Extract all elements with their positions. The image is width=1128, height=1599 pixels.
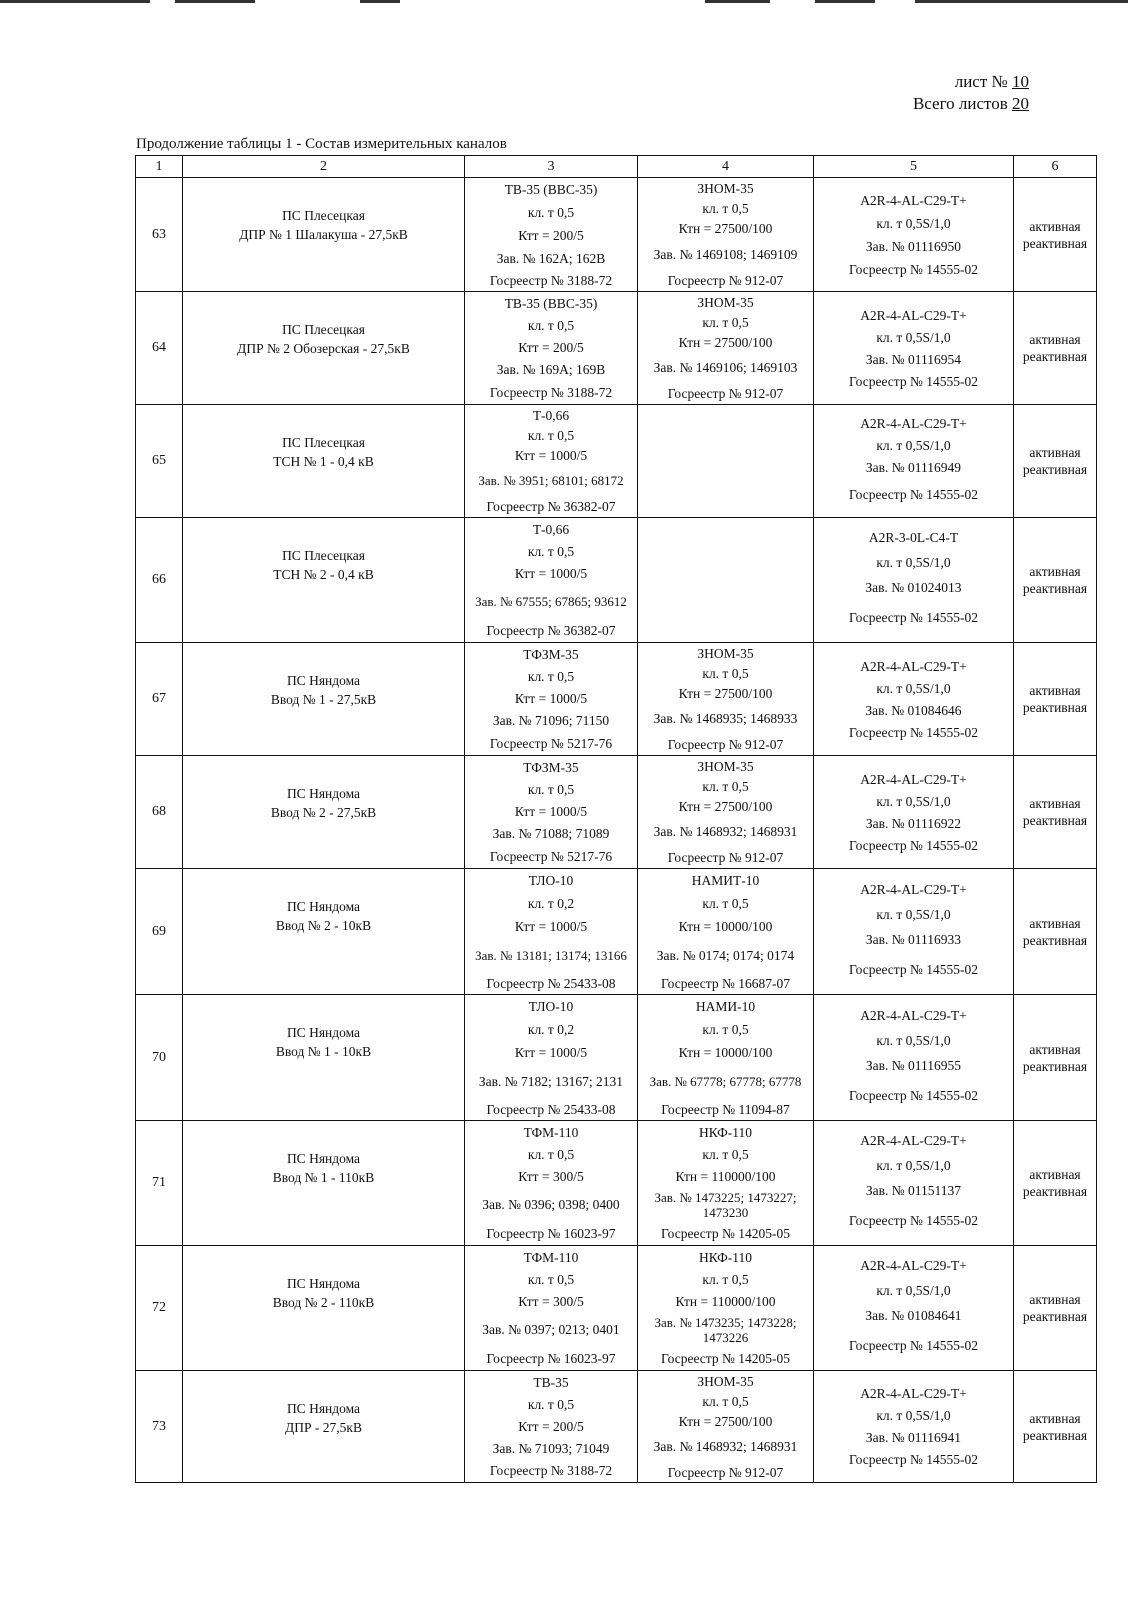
meter-line: A2R-4-AL-C29-T+	[860, 307, 967, 323]
ct-line: кл. т 0,5	[527, 317, 575, 333]
substation-cell	[183, 518, 465, 643]
substation-line: Ввод № 2 - 10кВ	[275, 918, 372, 933]
measure-cell	[1014, 1121, 1097, 1246]
table-row	[136, 756, 1097, 869]
vt-line	[640, 471, 811, 493]
substation-cell	[183, 405, 465, 518]
meter-line: Зав. № 01116949	[865, 460, 962, 475]
measure-line: активная	[1029, 683, 1081, 698]
meter-cell	[814, 1246, 1014, 1371]
ct-line: ТФМ-110	[523, 1124, 579, 1140]
vt-cell	[638, 178, 814, 292]
ct-line: Ктт = 300/5	[518, 1293, 584, 1309]
measure-line: активная	[1029, 1167, 1081, 1182]
meter-line: кл. т 0,5S/1,0	[876, 329, 951, 345]
substation-line: ДПР № 2 Обозерская - 27,5кВ	[237, 341, 410, 356]
vt-line: Госреестр № 11094-87	[661, 1102, 790, 1117]
ct-line: ТФЗМ-35	[523, 759, 579, 775]
ct-line: кл. т 0,2	[527, 1022, 575, 1037]
ct-line: Ктт = 1000/5	[514, 803, 588, 819]
measure-cell	[1014, 1371, 1097, 1483]
ct-line: Госреестр № 3188-72	[489, 384, 613, 400]
vt-line: Госреестр № 14205-05	[661, 1351, 790, 1366]
ct-line: кл. т 0,5	[527, 427, 575, 443]
vt-line: Зав. № 1473225; 1473227; 1473230	[654, 1189, 797, 1220]
vt-line: Зав. № 1469106; 1469103	[653, 360, 798, 375]
ct-line: Т-0,66	[532, 407, 570, 423]
row-number: 66	[136, 518, 183, 643]
meter-line: Госреестр № 14555-02	[849, 486, 978, 502]
vt-line: Госреестр № 14205-05	[661, 1226, 790, 1241]
measure-cell	[1014, 518, 1097, 643]
ct-line: ТВ-35	[533, 1374, 569, 1390]
ct-line: Госреестр № 25433-08	[486, 1102, 616, 1117]
meter-line: A2R-4-AL-C29-T+	[860, 658, 967, 674]
ct-line: Зав. № 71096; 71150	[492, 712, 610, 728]
ct-line: Госреестр № 36382-07	[486, 499, 616, 514]
meter-line: Зав. № 01024013	[865, 580, 962, 595]
vt-line: Ктн = 110000/100	[675, 1293, 776, 1309]
ct-cell	[465, 1371, 638, 1483]
vt-line: кл. т 0,5	[702, 778, 749, 794]
ct-line: кл. т 0,5	[527, 781, 575, 797]
vt-cell	[638, 995, 814, 1121]
meter-line: Госреестр № 14555-02	[849, 1338, 978, 1353]
meter-line: A2R-4-AL-C29-T+	[860, 1133, 967, 1148]
measure-line: активная	[1029, 915, 1081, 931]
substation-cell	[183, 995, 465, 1121]
substation-line: Ввод № 1 - 10кВ	[275, 1044, 372, 1059]
row-number: 70	[136, 995, 183, 1121]
table-row	[136, 869, 1097, 995]
meter-cell	[814, 1371, 1014, 1483]
vt-line: НКФ-110	[698, 1124, 753, 1140]
vt-cell	[638, 1246, 814, 1371]
ct-line: ТФЗМ-35	[523, 646, 579, 662]
ct-cell	[465, 869, 638, 995]
meter-line: кл. т 0,5S/1,0	[876, 438, 951, 453]
measure-line: активная	[1029, 218, 1081, 234]
ct-line: Зав. № 3951; 68101; 68172	[478, 473, 624, 488]
substation-cell	[183, 292, 465, 405]
ct-cell	[465, 405, 638, 518]
measure-cell	[1014, 178, 1097, 292]
vt-line: ЗНОМ-35	[697, 294, 754, 310]
meter-line: Госреестр № 14555-02	[849, 261, 978, 277]
meter-cell	[814, 405, 1014, 518]
table-row	[136, 518, 1097, 643]
vt-line: Ктн = 10000/100	[678, 919, 773, 934]
vt-line: Ктн = 27500/100	[678, 334, 773, 350]
meter-line: Зав. № 01151137	[865, 1183, 962, 1198]
ct-cell	[465, 518, 638, 643]
substation-line: ПС Няндома	[286, 1276, 361, 1291]
substation-line: Ввод № 2 - 27,5кВ	[270, 805, 377, 820]
vt-line: Ктн = 110000/100	[675, 1168, 776, 1184]
ct-line: Ктт = 1000/5	[514, 447, 588, 463]
measure-line: реактивная	[1022, 1427, 1088, 1443]
meter-line: Зав. № 01116954	[865, 351, 962, 367]
total-label: Всего листов	[912, 94, 1008, 113]
vt-line: Зав. № 67778; 67778; 67778	[649, 1074, 802, 1089]
meter-line: Госреестр № 14555-02	[849, 610, 978, 625]
measure-line: реактивная	[1022, 581, 1088, 596]
meter-cell	[814, 756, 1014, 869]
vt-cell	[638, 1121, 814, 1246]
table-row	[136, 1121, 1097, 1246]
ct-cell	[465, 1246, 638, 1371]
vt-line: Госреестр № 912-07	[667, 737, 784, 752]
vt-line: ЗНОМ-35	[697, 758, 754, 774]
meter-line: A2R-4-AL-C29-T+	[860, 1007, 967, 1023]
vt-line: Ктн = 27500/100	[678, 220, 773, 236]
ct-line: ТВ-35 (ВВС-35)	[504, 295, 598, 311]
vt-line: ЗНОМ-35	[697, 180, 754, 196]
ct-cell	[465, 292, 638, 405]
table-row	[136, 1371, 1097, 1483]
vt-line	[640, 543, 811, 568]
measure-cell	[1014, 643, 1097, 756]
vt-line: кл. т 0,5	[702, 1022, 749, 1037]
meter-line: A2R-4-AL-C29-T+	[860, 881, 967, 897]
measure-line: активная	[1029, 1292, 1081, 1307]
substation-cell	[183, 869, 465, 995]
ct-line: Зав. № 67555; 67865; 93612	[475, 594, 627, 609]
meter-line: кл. т 0,5S/1,0	[876, 555, 951, 570]
vt-line: Госреестр № 16687-07	[661, 976, 790, 991]
measure-line: реактивная	[1022, 700, 1088, 715]
header-cell: 2	[183, 156, 465, 178]
row-number: 73	[136, 1371, 183, 1483]
measure-cell	[1014, 292, 1097, 405]
substation-line: ПС Няндома	[286, 673, 361, 688]
total-sheets-line	[913, 93, 1029, 115]
ct-line: Ктт = 1000/5	[514, 919, 588, 934]
vt-line: Зав. № 1468935; 1468933	[653, 711, 798, 726]
meter-line: A2R-4-AL-C29-T+	[860, 416, 967, 431]
meter-cell	[814, 869, 1014, 995]
header-cell: 1	[136, 156, 183, 178]
measure-line: активная	[1029, 796, 1081, 811]
ct-cell	[465, 643, 638, 756]
header-cell: 6	[1014, 156, 1097, 178]
ct-line: Госреестр № 16023-97	[486, 1351, 616, 1366]
substation-line: ПС Няндома	[286, 899, 361, 914]
vt-line: кл. т 0,5	[702, 665, 749, 681]
vt-line: кл. т 0,5	[702, 1271, 749, 1287]
row-number: 64	[136, 292, 183, 405]
row-number: 67	[136, 643, 183, 756]
table-caption: Продолжение таблицы 1 - Состав измерительных каналов	[136, 136, 507, 152]
substation-line: Ввод № 1 - 27,5кВ	[270, 692, 377, 707]
vt-line: кл. т 0,5	[702, 314, 749, 330]
scan-edge-marks	[0, 0, 1128, 5]
vt-line	[640, 405, 811, 427]
vt-line: Зав. № 0174; 0174; 0174	[656, 948, 795, 963]
measure-line: активная	[1029, 332, 1081, 347]
vt-line	[640, 568, 811, 593]
vt-line: Зав. № 1468932; 1468931	[653, 1439, 798, 1454]
table-row	[136, 292, 1097, 405]
table-row	[136, 178, 1097, 292]
vt-line	[640, 449, 811, 471]
meter-line: кл. т 0,5S/1,0	[876, 1408, 951, 1423]
substation-line: ДПР - 27,5кВ	[285, 1420, 362, 1435]
row-number: 65	[136, 405, 183, 518]
vt-cell	[638, 518, 814, 643]
substation-cell	[183, 178, 465, 292]
header-cell: 3	[465, 156, 638, 178]
vt-cell	[638, 869, 814, 995]
vt-line	[640, 493, 811, 517]
meter-line: Зав. № 01116922	[865, 815, 962, 831]
measure-cell	[1014, 869, 1097, 995]
ct-cell	[465, 756, 638, 869]
header-cell: 4	[638, 156, 814, 178]
substation-cell	[183, 643, 465, 756]
vt-line: Зав. № 1468932; 1468931	[653, 824, 798, 839]
measure-cell	[1014, 995, 1097, 1121]
vt-line: ЗНОМ-35	[697, 645, 754, 661]
vt-cell	[638, 643, 814, 756]
substation-line: ПС Няндома	[286, 1025, 361, 1040]
ct-line: Зав. № 7182; 13167; 2131	[478, 1074, 624, 1089]
ct-line: Т-0,66	[532, 521, 570, 537]
ct-line: Зав. № 0396; 0398; 0400	[482, 1197, 620, 1212]
measure-line: реактивная	[1022, 932, 1088, 948]
measure-line: реактивная	[1022, 349, 1088, 364]
ct-line: Зав. № 0397; 0213; 0401	[482, 1322, 620, 1337]
vt-line: Ктн = 27500/100	[678, 685, 773, 701]
meter-line: кл. т 0,5S/1,0	[876, 906, 951, 922]
vt-cell	[638, 292, 814, 405]
ct-line: кл. т 0,5	[527, 543, 575, 559]
measure-line: реактивная	[1022, 813, 1088, 828]
ct-line: Госреестр № 5217-76	[489, 735, 613, 751]
vt-line: Ктн = 10000/100	[678, 1045, 773, 1060]
meter-line: Госреестр № 14555-02	[849, 837, 978, 853]
table-row	[136, 995, 1097, 1121]
substation-line: ДПР № 1 Шалакуша - 27,5кВ	[239, 227, 408, 242]
vt-line: ЗНОМ-35	[697, 1373, 754, 1389]
vt-line: Госреестр № 912-07	[667, 273, 784, 288]
row-number: 68	[136, 756, 183, 869]
meter-line: Зав. № 01116950	[865, 238, 962, 254]
vt-line: Ктн = 27500/100	[678, 798, 773, 814]
ct-line: Госреестр № 3188-72	[489, 1463, 613, 1478]
meter-line: кл. т 0,5S/1,0	[876, 793, 951, 809]
substation-line: ПС Плесецкая	[282, 548, 365, 563]
vt-line: НКФ-110	[698, 1249, 753, 1265]
ct-line: Зав. № 71093; 71049	[492, 1440, 610, 1456]
measure-cell	[1014, 405, 1097, 518]
measure-line: реактивная	[1022, 1184, 1088, 1199]
header-row	[136, 156, 1097, 178]
meter-line: Зав. № 01116933	[865, 931, 962, 947]
substation-line: ПС Плесецкая	[282, 435, 365, 450]
measure-line: реактивная	[1022, 235, 1088, 251]
substation-cell	[183, 1121, 465, 1246]
ct-line: Госреестр № 3188-72	[489, 273, 613, 288]
meter-line: Зав. № 01084646	[865, 702, 962, 718]
meter-line: Госреестр № 14555-02	[849, 1213, 978, 1228]
meter-line: Госреестр № 14555-02	[849, 724, 978, 740]
row-number: 69	[136, 869, 183, 995]
meter-line: A2R-4-AL-C29-T+	[860, 1386, 967, 1401]
ct-line: Ктт = 200/5	[518, 339, 584, 355]
table-row	[136, 1246, 1097, 1371]
ct-line: ТФМ-110	[523, 1249, 579, 1265]
vt-line: Ктн = 27500/100	[678, 1413, 773, 1429]
ct-line: Ктт = 1000/5	[514, 690, 588, 706]
ct-line: Зав. № 13181; 13174; 13166	[475, 948, 627, 963]
vt-line: Зав. № 1473235; 1473228; 1473226	[654, 1314, 797, 1345]
meter-cell	[814, 292, 1014, 405]
substation-line: ТСН № 2 - 0,4 кВ	[273, 567, 374, 582]
vt-line: кл. т 0,5	[702, 1393, 749, 1409]
vt-line: Госреестр № 912-07	[667, 1464, 784, 1480]
table-row	[136, 405, 1097, 518]
substation-cell	[183, 756, 465, 869]
sheet-label: лист №	[954, 72, 1008, 91]
vt-cell	[638, 1371, 814, 1483]
ct-line: кл. т 0,5	[527, 205, 575, 220]
substation-line: Ввод № 1 - 110кВ	[272, 1170, 375, 1185]
substation-cell	[183, 1246, 465, 1371]
measure-cell	[1014, 756, 1097, 869]
total-number: 20	[1012, 94, 1029, 113]
substation-line: ПС Плесецкая	[282, 322, 365, 337]
vt-line: Зав. № 1469108; 1469109	[653, 246, 798, 262]
ct-cell	[465, 1121, 638, 1246]
substation-line: ПС Няндома	[286, 1401, 361, 1416]
ct-line: Ктт = 1000/5	[514, 1045, 588, 1060]
meter-line: Зав. № 01116941	[865, 1430, 962, 1445]
sheet-number-line	[913, 71, 1029, 93]
vt-cell	[638, 756, 814, 869]
meter-line: Госреестр № 14555-02	[849, 1452, 978, 1467]
ct-line: кл. т 0,5	[527, 1396, 575, 1412]
channels-table	[135, 155, 1097, 1483]
row-number: 72	[136, 1246, 183, 1371]
meter-line: кл. т 0,5S/1,0	[876, 1158, 951, 1173]
meter-line: A2R-4-AL-C29-T+	[860, 192, 967, 208]
meter-line: кл. т 0,5S/1,0	[876, 1283, 951, 1298]
vt-line: Госреестр № 912-07	[667, 850, 784, 865]
substation-line: ПС Плесецкая	[282, 208, 365, 223]
ct-line: ТВ-35 (ВВС-35)	[504, 182, 598, 197]
vt-line	[640, 618, 811, 642]
header-cell: 5	[814, 156, 1014, 178]
vt-line: кл. т 0,5	[702, 1146, 749, 1162]
measure-line: реактивная	[1022, 462, 1088, 477]
sheet-info	[913, 71, 1029, 115]
vt-line: кл. т 0,5	[702, 200, 749, 216]
row-number: 63	[136, 178, 183, 292]
measure-line: активная	[1029, 1041, 1081, 1057]
measure-line: активная	[1029, 1410, 1081, 1426]
meter-line: A2R-4-AL-C29-T+	[860, 1258, 967, 1273]
measure-line: реактивная	[1022, 1309, 1088, 1324]
substation-line: ПС Няндома	[286, 786, 361, 801]
substation-line: ПС Няндома	[286, 1151, 361, 1166]
meter-cell	[814, 178, 1014, 292]
meter-line: кл. т 0,5S/1,0	[876, 1032, 951, 1048]
ct-line: Госреестр № 25433-08	[486, 976, 616, 991]
ct-line: кл. т 0,5	[527, 668, 575, 684]
meter-line: Зав. № 01084641	[865, 1308, 962, 1323]
ct-line: Зав. № 169А; 169В	[496, 361, 606, 377]
substation-cell	[183, 1371, 465, 1483]
measure-cell	[1014, 1246, 1097, 1371]
ct-line: кл. т 0,5	[527, 1146, 575, 1162]
ct-line: Ктт = 1000/5	[514, 565, 588, 581]
vt-line	[640, 593, 811, 618]
meter-cell	[814, 1121, 1014, 1246]
ct-line: Зав. № 71088; 71089	[492, 825, 610, 841]
meter-cell	[814, 518, 1014, 643]
meter-line: A2R-4-AL-C29-T+	[860, 771, 967, 787]
ct-line: кл. т 0,2	[527, 896, 575, 911]
table-row	[136, 643, 1097, 756]
substation-line: ТСН № 1 - 0,4 кВ	[273, 454, 374, 469]
meter-cell	[814, 995, 1014, 1121]
vt-line	[640, 518, 811, 543]
ct-cell	[465, 995, 638, 1121]
meter-cell	[814, 643, 1014, 756]
ct-line: Ктт = 300/5	[518, 1168, 584, 1184]
ct-line: Ктт = 200/5	[518, 228, 584, 243]
vt-cell	[638, 405, 814, 518]
meter-line: A2R-3-0L-C4-T	[868, 530, 959, 545]
meter-line: Госреестр № 14555-02	[849, 373, 978, 389]
vt-line	[640, 427, 811, 449]
measure-line: активная	[1029, 564, 1081, 579]
meter-line: кл. т 0,5S/1,0	[876, 680, 951, 696]
ct-line: Госреестр № 5217-76	[489, 848, 613, 864]
vt-line: кл. т 0,5	[702, 896, 749, 911]
meter-line: кл. т 0,5S/1,0	[876, 215, 951, 231]
ct-line: ТЛО-10	[528, 999, 574, 1014]
ct-line: Госреестр № 16023-97	[486, 1226, 616, 1241]
sheet-number: 10	[1012, 72, 1029, 91]
measure-line: реактивная	[1022, 1058, 1088, 1074]
ct-line: Зав. № 162А; 162В	[496, 251, 606, 266]
meter-line: Зав. № 01116955	[865, 1057, 962, 1073]
ct-line: кл. т 0,5	[527, 1271, 575, 1287]
vt-line: Госреестр № 912-07	[667, 386, 784, 401]
vt-line: НАМИТ-10	[691, 873, 760, 888]
ct-line: ТЛО-10	[528, 873, 574, 888]
ct-line: Госреестр № 36382-07	[486, 623, 616, 638]
ct-line: Ктт = 200/5	[518, 1418, 584, 1434]
ct-cell	[465, 178, 638, 292]
substation-line: Ввод № 2 - 110кВ	[272, 1295, 375, 1310]
row-number: 71	[136, 1121, 183, 1246]
vt-line: НАМИ-10	[695, 999, 756, 1014]
measure-line: активная	[1029, 445, 1081, 460]
meter-line: Госреестр № 14555-02	[849, 1087, 978, 1103]
meter-line: Госреестр № 14555-02	[849, 961, 978, 977]
